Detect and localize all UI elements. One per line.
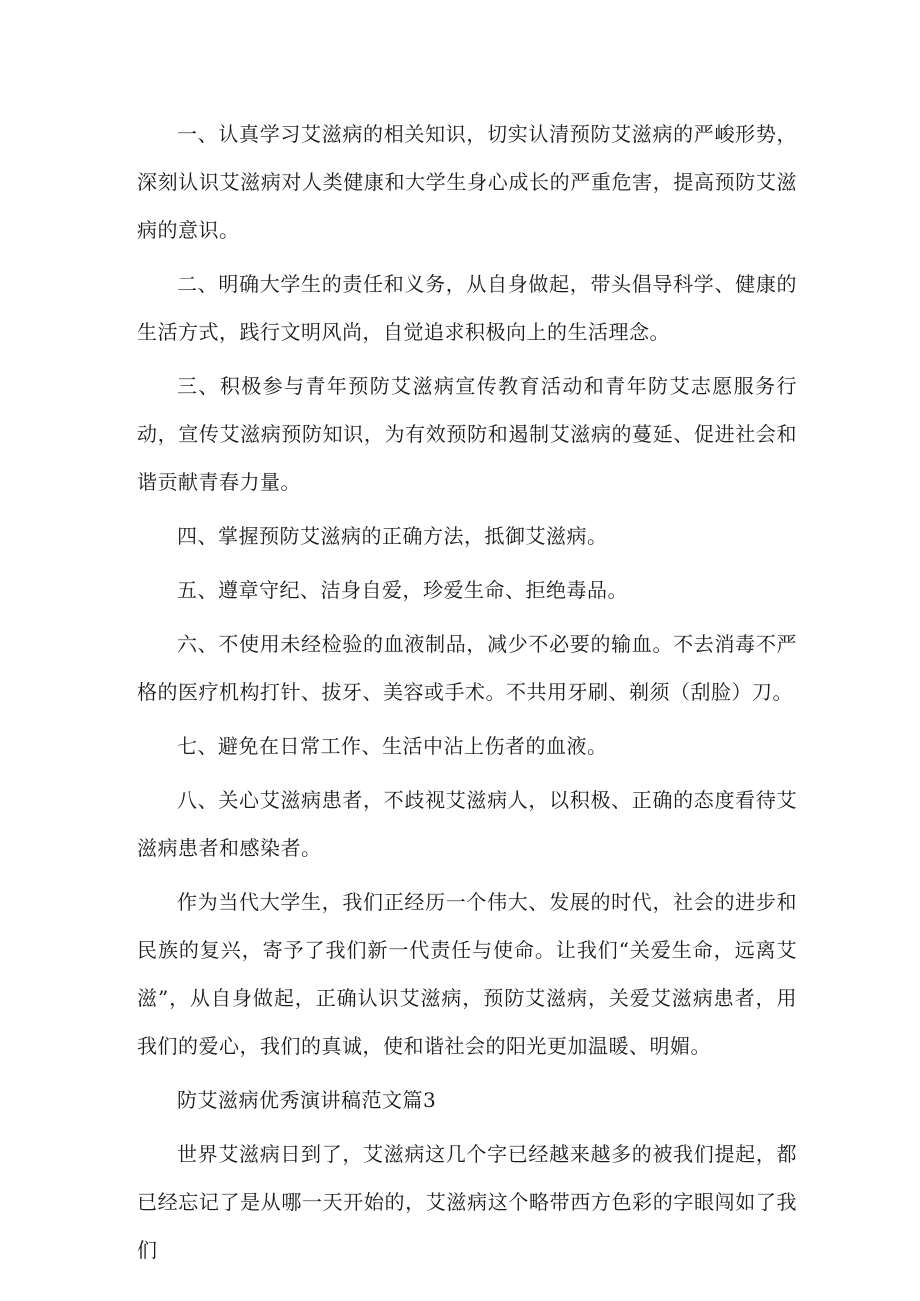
paragraph-point-3: 三、积极参与青年预防艾滋病宣传教育活动和青年防艾志愿服务行动，宣传艾滋病预防知识，为有效预防和遏制艾滋病的蔓延、促进社会和谐贡献青春力量。 xyxy=(137,374,797,494)
paragraph-point-4: 四、掌握预防艾滋病的正确方法，抵御艾滋病。 xyxy=(177,524,608,548)
section-heading: 防艾滋病优秀演讲稿范文篇3 xyxy=(177,1088,437,1112)
document-body xyxy=(137,110,797,1274)
paragraph-section-3-intro: 世界艾滋病日到了，艾滋病这几个字已经越来越多的被我们提起，都已经忘记了是从哪一天开始的，艾滋病这个略带西方色彩的字眼闯如了我们 xyxy=(137,1142,797,1262)
paragraph-point-5: 五、遵章守纪、洁身自爱，珍爱生命、拒绝毒品。 xyxy=(177,578,628,602)
paragraph-point-8: 八、关心艾滋病患者，不歧视艾滋病人，以积极、正确的态度看待艾滋病患者和感染者。 xyxy=(137,788,797,860)
paragraph-point-2: 二、明确大学生的责任和义务，从自身做起，带头倡导科学、健康的生活方式，践行文明风尚，自觉追求积极向上的生活理念。 xyxy=(137,272,797,344)
paragraph-point-1: 一、认真学习艾滋病的相关知识，切实认清预防艾滋病的严峻形势，深刻认识艾滋病对人类健康和大学生身心成长的严重危害，提高预防艾滋病的意识。 xyxy=(137,122,797,242)
paragraph-conclusion: 作为当代大学生，我们正经历一个伟大、发展的时代，社会的进步和民族的复兴，寄予了我们新一代责任与使命。让我们“关爱生命，远离艾滋”，从自身做起，正确认识艾滋病，预防艾滋病，关爱艾滋病患者，用我们的爱心，我们的真诚，使和谐社会的阳光更加温暖、明媚。 xyxy=(137,890,797,1058)
paragraph-point-6: 六、不使用未经检验的血液制品，减少不必要的输血。不去消毒不严格的医疗机构打针、拔牙、美容或手术。不共用牙刷、剃须（刮脸）刀。 xyxy=(137,632,797,704)
paragraph-point-7: 七、避免在日常工作、生活中沾上伤者的血液。 xyxy=(177,734,608,758)
